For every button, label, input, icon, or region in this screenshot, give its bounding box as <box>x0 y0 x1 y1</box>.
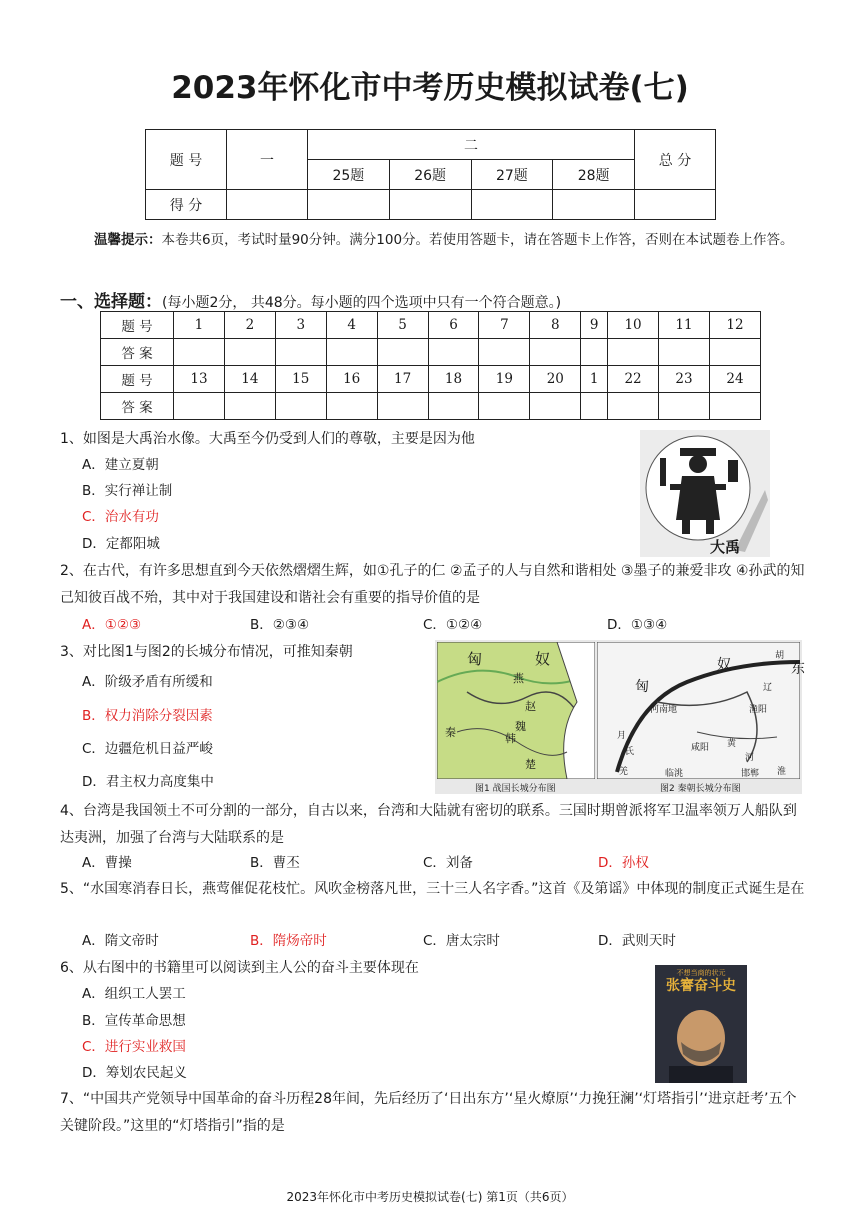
q2-option-b[interactable]: B．②③④ <box>250 617 310 633</box>
q1-option-c[interactable]: C．治水有功 <box>82 509 159 525</box>
q6-option-a[interactable]: A．组织工人罢工 <box>82 986 186 1002</box>
page-footer: 2023年怀化市中考历史模拟试卷(七) 第1页（共6页） <box>286 1190 574 1204</box>
map2-label: 邯郸 <box>741 769 760 779</box>
q1-option-a[interactable]: A．建立夏朝 <box>82 457 159 473</box>
q3-option-d[interactable]: D．君主权力高度集中 <box>82 774 214 790</box>
q4-option-b[interactable]: B．曹丕 <box>250 855 300 871</box>
answer-cell[interactable] <box>326 339 377 366</box>
map2-label: 月 <box>617 731 627 741</box>
map2-label: 咸阳 <box>691 743 710 753</box>
answer-number: 1 <box>174 312 225 339</box>
dayu-caption: 大禹 <box>710 538 741 556</box>
answer-cell[interactable] <box>174 393 225 420</box>
map2-label: 临洮 <box>665 769 684 779</box>
map1-label: 赵 <box>525 700 536 713</box>
map2-label: 氏 <box>625 747 635 757</box>
map1-caption: 图1 战国长城分布图 <box>475 784 556 794</box>
q5-option-a[interactable]: A．隋文帝时 <box>82 933 159 949</box>
map2-label: 黄 <box>727 739 737 749</box>
q5-option-d[interactable]: D．武则天时 <box>598 933 676 949</box>
answer-number: 7 <box>479 312 530 339</box>
answer-cell[interactable] <box>275 393 326 420</box>
map2-label: 渔阳 <box>749 705 768 715</box>
answer-cell[interactable] <box>479 339 530 366</box>
answer-cell[interactable] <box>377 393 428 420</box>
q4-option-a[interactable]: A．曹操 <box>82 855 132 871</box>
answer-label-num: 题 号 <box>101 312 174 339</box>
q1-option-d[interactable]: D．定都阳城 <box>82 536 160 552</box>
score-sub-27: 27题 <box>471 160 553 190</box>
q2-option-d[interactable]: D．①③④ <box>607 617 668 633</box>
answer-number: 9 <box>581 312 608 339</box>
notice-text: 本卷共6页，考试时量90分钟。满分100分。若使用答题卡，请在答题卡上作答，否则在本试题卷上作答。 <box>161 232 794 248</box>
answer-number: 18 <box>428 366 479 393</box>
answer-cell[interactable] <box>224 339 275 366</box>
answer-number: 13 <box>174 366 225 393</box>
answer-number: 8 <box>530 312 581 339</box>
q6-option-d[interactable]: D．筹划农民起义 <box>82 1065 187 1081</box>
q4-option-d[interactable]: D．孙权 <box>598 855 649 871</box>
score-cell[interactable] <box>308 190 390 220</box>
answer-cell[interactable] <box>275 339 326 366</box>
portrait-icon <box>655 994 747 1083</box>
map2-label: 匈 <box>635 679 649 695</box>
answer-number: 6 <box>428 312 479 339</box>
map2-label: 奴 <box>717 657 731 673</box>
book-title: 张謇奋斗史 <box>666 978 736 994</box>
q4-option-c[interactable]: C．刘备 <box>423 855 473 871</box>
question-3-stem: 3、对比图1与图2的长城分布情况，可推知秦朝 <box>60 644 353 660</box>
score-label-score: 得 分 <box>146 190 227 220</box>
question-1-stem: 1、如图是大禹治水像。大禹至今仍受到人们的尊敬，主要是因为他 <box>60 431 475 447</box>
answer-number: 22 <box>608 366 659 393</box>
answer-cell[interactable] <box>428 339 479 366</box>
answer-number: 1 <box>581 366 608 393</box>
score-sub-28: 28题 <box>553 160 635 190</box>
q6-option-b[interactable]: B．宣传革命思想 <box>82 1013 186 1029</box>
map2-label: 河 <box>745 753 755 763</box>
answer-cell[interactable] <box>479 393 530 420</box>
score-cell[interactable] <box>553 190 635 220</box>
answer-label-num: 题 号 <box>101 366 174 393</box>
answer-cell[interactable] <box>709 393 760 420</box>
section1-heading <box>60 287 561 312</box>
map1-label: 魏 <box>515 720 526 733</box>
question-4-stem: 4、台湾是我国领土不可分割的一部分，自古以来，台湾和大陆就有密切的联系。三国时期曾派将军卫温率领万人船队到达夷洲，加强了台湾与大陆联系的是 <box>60 803 797 846</box>
map2-label: 东 <box>791 661 805 677</box>
notice-label: 温馨提示： <box>94 232 162 248</box>
score-cell[interactable] <box>227 190 308 220</box>
answer-number: 12 <box>709 312 760 339</box>
question-6-stem: 6、从右图中的书籍里可以阅读到主人公的奋斗主要体现在 <box>60 960 419 976</box>
answer-cell[interactable] <box>530 339 581 366</box>
answer-number: 17 <box>377 366 428 393</box>
question-7-stem: 7、“中国共产党领导中国革命的奋斗历程28年间，先后经历了‘日出东方’‘星火燎原’‘力挽狂澜’‘灯塔指引’‘进京赶考’五个关键阶段。”这里的“灯塔指引”指的是 <box>60 1091 797 1134</box>
answer-cell[interactable] <box>174 339 225 366</box>
score-table <box>145 129 716 220</box>
answer-label-ans: 答 案 <box>101 393 174 420</box>
q1-option-b[interactable]: B．实行禅让制 <box>82 483 173 499</box>
answer-number: 15 <box>275 366 326 393</box>
answer-number: 24 <box>709 366 760 393</box>
score-cell[interactable] <box>389 190 471 220</box>
answer-number: 23 <box>659 366 710 393</box>
dayu-image <box>640 430 770 557</box>
answer-cell[interactable] <box>608 339 659 366</box>
answer-number: 2 <box>224 312 275 339</box>
question-5-stem: 5、“水国寒消春日长，燕莺催促花枝忙。风吹金榜落凡世，三十三人名字香。”这首《及第谣》中体现的制度正式诞生是在 <box>60 881 805 897</box>
q3-option-a[interactable]: A．阶级矛盾有所缓和 <box>82 674 213 690</box>
answer-table <box>100 311 761 420</box>
answer-cell[interactable] <box>581 393 608 420</box>
answer-cell[interactable] <box>428 393 479 420</box>
score-sub-25: 25题 <box>308 160 390 190</box>
map1-label: 奴 <box>535 650 551 668</box>
map2-label: 羌 <box>619 767 629 777</box>
answer-cell[interactable] <box>608 393 659 420</box>
book-cover <box>655 965 747 1083</box>
q2-option-c[interactable]: C．①②④ <box>423 617 483 633</box>
answer-cell[interactable] <box>581 339 608 366</box>
answer-label-ans: 答 案 <box>101 339 174 366</box>
q6-option-c[interactable]: C．进行实业救国 <box>82 1039 186 1055</box>
answer-number: 10 <box>608 312 659 339</box>
q3-option-c[interactable]: C．边疆危机日益严峻 <box>82 741 213 757</box>
map1-label: 楚 <box>525 758 536 771</box>
q5-option-c[interactable]: C．唐太宗时 <box>423 933 500 949</box>
map1-label: 秦 <box>445 726 456 739</box>
map2-label: 胡 <box>775 651 785 661</box>
answer-cell[interactable] <box>659 393 710 420</box>
q2-option-a[interactable]: A．①②③ <box>82 617 142 633</box>
score-cell[interactable] <box>635 190 716 220</box>
q5-option-b[interactable]: B．隋炀帝时 <box>250 933 327 949</box>
score-label-num: 题 号 <box>146 130 227 190</box>
map2-label: 辽 <box>763 683 773 693</box>
score-total-label: 总 分 <box>635 130 716 190</box>
score-part-two: 二 <box>308 130 635 160</box>
score-sub-26: 26题 <box>389 160 471 190</box>
answer-number: 19 <box>479 366 530 393</box>
score-cell[interactable] <box>471 190 553 220</box>
section1-note: (每小题2分， 共48分。每小题的四个选项中只有一个符合题意。) <box>162 295 562 311</box>
notice <box>60 227 805 254</box>
map-labels <box>435 640 805 780</box>
answer-number: 20 <box>530 366 581 393</box>
map1-label: 匈 <box>467 650 483 668</box>
answer-cell[interactable] <box>326 393 377 420</box>
map1-label: 燕 <box>513 672 524 685</box>
question-2-stem: 2、在古代，有许多思想直到今天依然熠熠生辉，如①孔子的仁 ②孟子的人与自然和谐相处 ③墨子的兼爱非攻 ④孙武的知己知彼百战不殆，其中对于我国建设和谐社会有重要的指导价值的是 <box>60 563 805 606</box>
map2-caption: 图2 秦朝长城分布图 <box>660 784 741 794</box>
answer-number: 14 <box>224 366 275 393</box>
q3-option-b[interactable]: B．权力消除分裂因素 <box>82 708 213 724</box>
answer-cell[interactable] <box>377 339 428 366</box>
answer-number: 11 <box>659 312 710 339</box>
book-banner: 不想当商的状元 <box>676 969 726 977</box>
answer-number: 4 <box>326 312 377 339</box>
answer-cell[interactable] <box>709 339 760 366</box>
answer-number: 5 <box>377 312 428 339</box>
maps-figure <box>435 640 805 794</box>
map2-label: 河南地 <box>650 705 678 715</box>
section1-title: 一、选择题： <box>60 292 162 312</box>
answer-cell[interactable] <box>530 393 581 420</box>
score-part-one: 一 <box>227 130 308 190</box>
answer-cell[interactable] <box>659 339 710 366</box>
answer-number: 3 <box>275 312 326 339</box>
map1-label: 韩 <box>505 732 516 745</box>
answer-cell[interactable] <box>224 393 275 420</box>
map2-label: 淮 <box>777 767 787 777</box>
answer-number: 16 <box>326 366 377 393</box>
page-title: 2023年怀化市中考历史模拟试卷(七) <box>171 70 689 106</box>
